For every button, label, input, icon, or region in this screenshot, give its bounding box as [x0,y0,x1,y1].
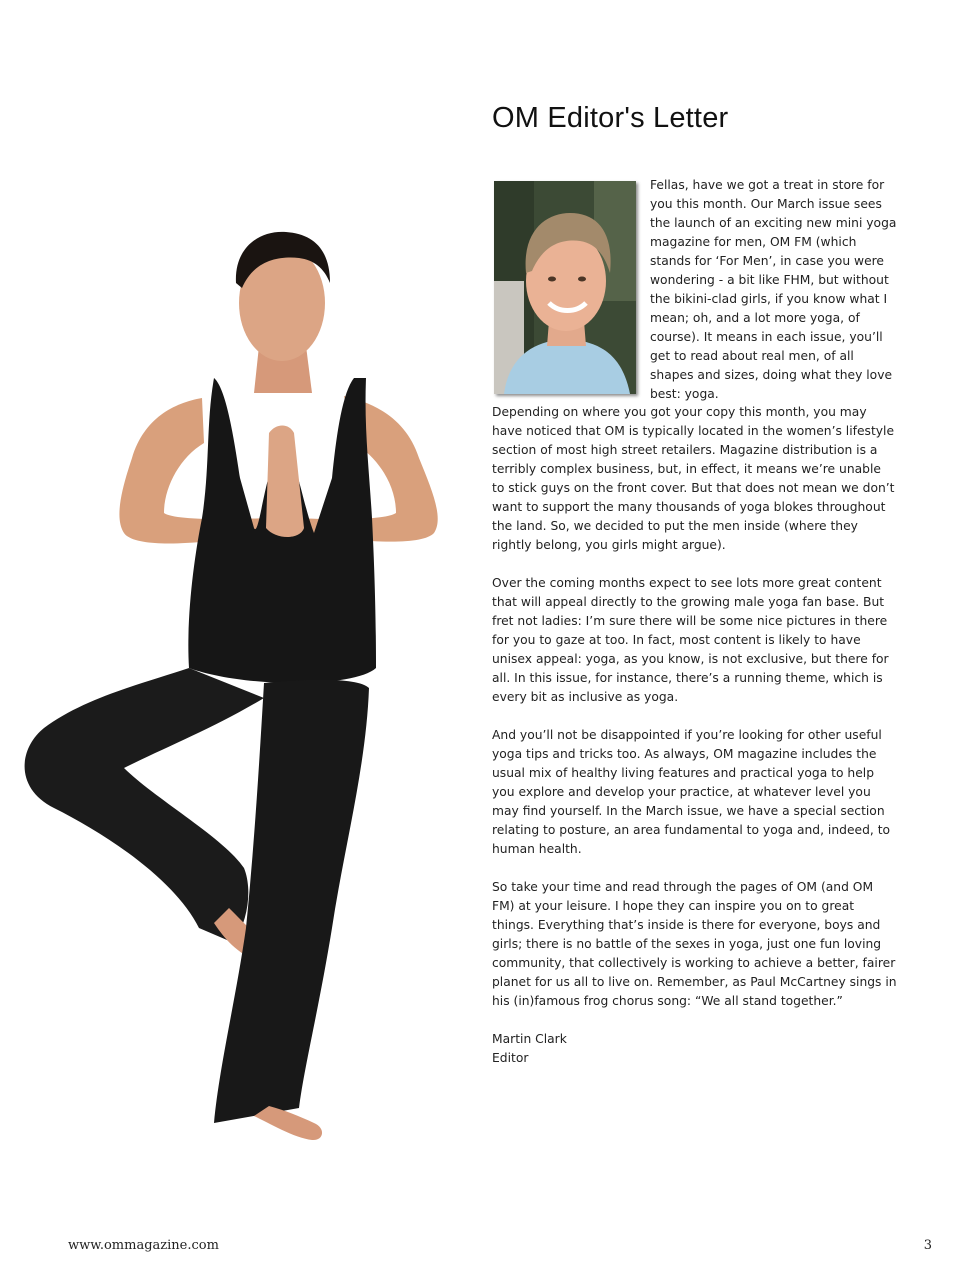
article-title: OM Editor's Letter [492,102,729,134]
body-paragraph: So take your time and read through the pages of OM (and OM FM) at your leisure. I hope they can inspire you on to great things. Everything that’s inside is there for everyone, boys and girls; there is no battle of the sexes in yoga, just one fun loving community, that collectively is working to achieve a better, fairer planet for us all to live on. Remember, as Paul McCartney sings in his (in)famous frog chorus song: “We all stand together.” [492,880,897,1008]
intro-paragraph: Fellas, have we got a treat in store for you this month. Our March issue sees the launch of an exciting new mini yoga magazine for men, OM FM (which stands for ‘For Men’, in case you were wondering - a bit like FHM, but without the bikini-clad girls, if you know what I mean; oh, and a lot more yoga, of course). It means in each issue, you’ll get to read about real men, of all shapes and sizes, doing what they love best: yoga. [650,178,897,401]
editor-portrait [494,181,636,394]
body-paragraph: Depending on where you got your copy this month, you may have noticed that OM is typically located in the women’s lifestyle section of most high street retailers. Magazine distribution is a terribly complex business, but, in effect, it means we’re unable to stick guys on the front cover. But that does not mean we don’t want to support the many thousands of yoga blokes throughout the land. So, we decided to put the men inside (where they rightly belong, you girls might argue). [492,405,895,552]
yoga-man-photo [14,228,474,1150]
signature [492,1030,897,1068]
signature-name: Martin Clark [492,1032,567,1046]
article-body [492,403,897,1068]
body-paragraph: Over the coming months expect to see lots more great content that will appeal directly to the growing male yoga fan base. But fret not ladies: I’m sure there will be some nice pictures in there for you to gaze at too. In fact, most content is likely to have unisex appeal: yoga, as you know, is not exclusive, but there for all. In this issue, for instance, there’s a running theme, which is every bit as inclusive as yoga. [492,576,889,704]
signature-role: Editor [492,1051,529,1065]
body-paragraph: And you’ll not be disappointed if you’re looking for other useful yoga tips and tricks too. As always, OM magazine includes the usual mix of healthy living features and practical yoga to help you explore and develop your practice, at whatever level you may find yourself. In the March issue, we have a special section relating to posture, an area fundamental to yoga and, indeed, to human health. [492,728,891,856]
footer-url[interactable]: www.ommagazine.com [68,1238,219,1253]
page-number: 3 [923,1238,932,1253]
